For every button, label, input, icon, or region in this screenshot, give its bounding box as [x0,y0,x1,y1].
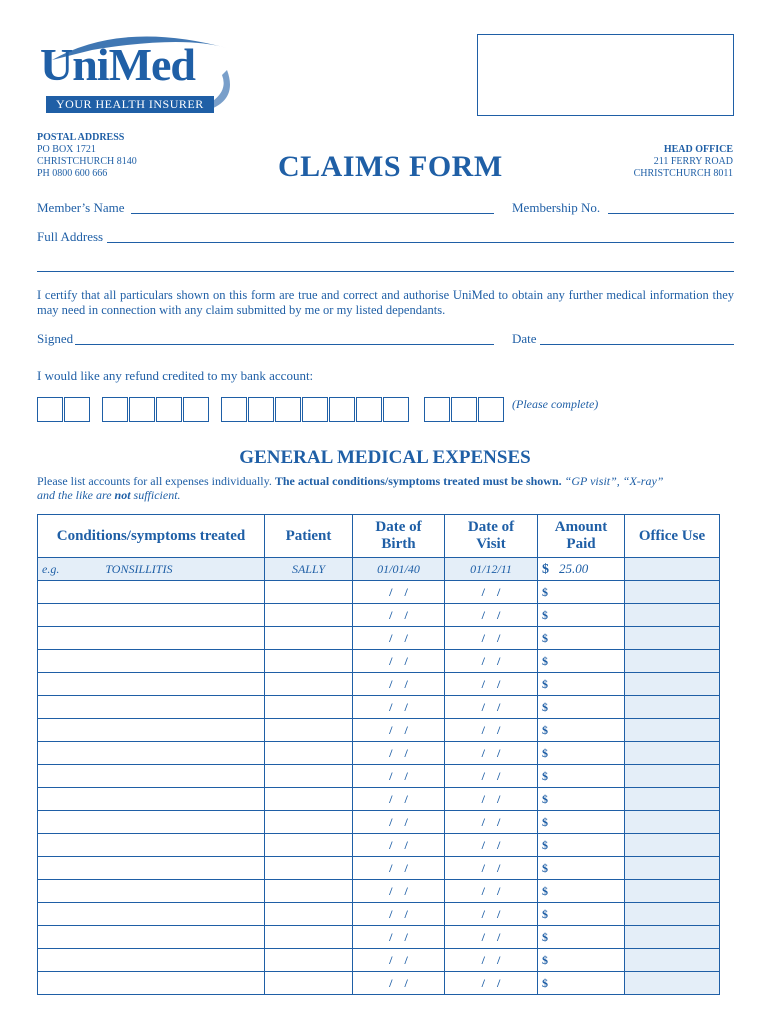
dob-cell[interactable]: / / [353,880,445,903]
head-office-address [634,144,733,180]
dob-cell[interactable]: / / [353,719,445,742]
amount-cell[interactable]: $ [538,834,625,857]
dob-cell[interactable]: / / [353,742,445,765]
postal-line: PH 0800 600 666 [37,168,108,179]
membership-no-field[interactable] [608,213,734,214]
office-use-box [477,34,734,116]
condition-cell[interactable] [38,903,265,926]
amount-cell[interactable]: $ [538,880,625,903]
bank-digit-box[interactable] [248,397,274,422]
instructions-part: sufficient. [133,488,181,502]
full-address-field[interactable] [107,242,734,243]
amount-cell[interactable]: $ [538,627,625,650]
patient-cell[interactable] [265,926,353,949]
col-header-office-use: Office Use [625,515,720,558]
condition-cell[interactable] [38,811,265,834]
bank-digit-box[interactable] [424,397,450,422]
dob-header-line: Birth [381,536,416,552]
office-use-cell [625,673,720,696]
table-row [38,627,720,650]
instructions-not: not [114,488,131,502]
amount-cell[interactable]: $ [538,903,625,926]
dov-header-line: Date of [467,519,515,535]
dov-cell[interactable]: / / [445,765,538,788]
table-row [38,972,720,995]
office-use-cell [625,650,720,673]
amount-cell[interactable]: $ [538,650,625,673]
table-row [38,673,720,696]
postal-line: PO BOX 1721 [37,144,96,155]
amount-header-line: Amount [554,519,608,535]
example-amount-cell [538,558,625,581]
bank-digit-box[interactable] [129,397,155,422]
dov-cell[interactable]: / / [445,696,538,719]
postal-line: CHRISTCHURCH 8140 [37,156,137,167]
patient-cell[interactable] [265,581,353,604]
dov-cell[interactable]: / / [445,719,538,742]
office-use-cell [625,811,720,834]
bank-digit-box[interactable] [478,397,504,422]
patient-cell[interactable] [265,719,353,742]
amount-cell[interactable]: $ [538,788,625,811]
dov-cell[interactable]: / / [445,926,538,949]
office-use-cell [625,742,720,765]
col-header-conditions: Conditions/symptoms treated [38,515,265,558]
amount-cell[interactable]: $ [538,949,625,972]
full-address-label: Full Address [37,229,104,244]
office-use-cell [625,926,720,949]
office-use-cell [625,719,720,742]
amount-cell[interactable]: $ [538,811,625,834]
office-use-cell [625,581,720,604]
logo-wordmark: UniMed [40,39,195,90]
col-header-amount [538,515,625,558]
condition-cell[interactable] [38,719,265,742]
table-row [38,604,720,627]
dov-cell[interactable]: / / [445,673,538,696]
dov-cell[interactable]: / / [445,581,538,604]
example-amount: 25.00 [559,560,589,576]
dob-cell[interactable]: / / [353,834,445,857]
dov-cell[interactable]: / / [445,903,538,926]
amount-cell[interactable]: $ [538,972,625,995]
postal-heading: POSTAL ADDRESS [37,132,125,143]
dob-header-line: Date of [375,519,422,535]
example-row [38,558,720,581]
table-row [38,949,720,972]
patient-cell[interactable] [265,627,353,650]
table-row [38,857,720,880]
patient-cell[interactable] [265,604,353,627]
expenses-table [37,514,720,995]
date-field[interactable] [540,344,734,345]
table-row [38,765,720,788]
dov-cell[interactable]: / / [445,972,538,995]
bank-digit-box[interactable] [302,397,328,422]
dov-header-line: Visit [476,536,506,552]
amount-cell[interactable]: $ [538,696,625,719]
dob-cell[interactable]: / / [353,650,445,673]
dov-cell[interactable]: / / [445,742,538,765]
dov-cell[interactable]: / / [445,627,538,650]
instructions-part: Please list accounts for all expenses individually. [37,474,272,488]
head-office-heading: HEAD OFFICE [663,144,733,155]
example-dob: 01/01/40 [353,558,445,581]
table-row [38,581,720,604]
head-office-line: 211 FERRY ROAD [653,156,733,167]
dov-cell[interactable]: / / [445,857,538,880]
date-label: Date [512,331,537,346]
table-row [38,811,720,834]
dob-cell[interactable]: / / [353,926,445,949]
patient-cell[interactable] [265,673,353,696]
instructions-emphasis: The actual conditions/symptoms treated must be shown. [274,474,562,488]
instructions-example: “GP visit”, “X-ray” [564,474,664,488]
table-header-row [38,515,720,558]
head-office-line: CHRISTCHURCH 8011 [633,168,733,179]
office-use-cell [625,765,720,788]
condition-cell[interactable] [38,604,265,627]
amount-cell[interactable]: $ [538,719,625,742]
certification-text: I certify that all particulars shown on this form are true and correct and authorise UniMed to obtain any further medical information they may need in connection with any claim submitted by me or my listed dependants. [37,288,734,317]
condition-cell[interactable] [38,857,265,880]
table-row [38,742,720,765]
office-use-cell [625,857,720,880]
amount-cell[interactable]: $ [538,926,625,949]
dob-cell[interactable]: / / [353,949,445,972]
dob-cell[interactable]: / / [353,696,445,719]
bank-digit-box[interactable] [37,397,63,422]
dov-cell[interactable]: / / [445,650,538,673]
condition-cell[interactable] [38,926,265,949]
full-address-field-line2[interactable] [37,271,734,272]
office-use-cell [625,604,720,627]
office-use-cell [625,834,720,857]
patient-cell[interactable] [265,949,353,972]
office-use-cell [625,788,720,811]
table-row [38,719,720,742]
example-condition: TONSILLITIS [105,561,173,576]
office-use-cell [625,696,720,719]
dov-cell[interactable]: / / [445,880,538,903]
condition-cell[interactable] [38,788,265,811]
patient-cell[interactable] [265,903,353,926]
office-use-cell [625,972,720,995]
condition-cell[interactable] [38,949,265,972]
patient-cell[interactable] [265,811,353,834]
postal-address [37,132,137,180]
patient-cell[interactable] [265,696,353,719]
example-currency: $ [542,561,549,577]
dov-cell[interactable]: / / [445,788,538,811]
bank-account-label: I would like any refund credited to my bank account: [37,368,314,383]
instructions-part: and the like are [37,488,112,502]
office-use-cell [625,949,720,972]
patient-cell[interactable] [265,650,353,673]
condition-cell[interactable] [38,696,265,719]
col-header-dov [445,515,538,558]
example-eg: e.g. [42,561,60,576]
amount-cell[interactable]: $ [538,673,625,696]
dob-cell[interactable]: / / [353,811,445,834]
signature-field[interactable] [75,344,494,345]
amount-cell[interactable]: $ [538,581,625,604]
patient-cell[interactable] [265,788,353,811]
dob-cell[interactable]: / / [353,972,445,995]
section-title: GENERAL MEDICAL EXPENSES [239,447,531,468]
bank-digit-box[interactable] [156,397,182,422]
bank-digit-box[interactable] [383,397,409,422]
table-row [38,880,720,903]
members-name-label: Member’s Name [37,200,125,215]
table-row [38,788,720,811]
instructions [37,474,734,502]
bank-digit-box[interactable] [275,397,301,422]
col-header-patient: Patient [265,515,353,558]
table-row [38,926,720,949]
dov-cell[interactable]: / / [445,834,538,857]
bank-digit-box[interactable] [356,397,382,422]
please-complete-note: (Please complete) [512,397,599,411]
patient-cell[interactable] [265,857,353,880]
page-title: CLAIMS FORM [278,150,503,183]
patient-cell[interactable] [265,972,353,995]
condition-cell[interactable] [38,972,265,995]
example-office-use [625,558,720,581]
amount-cell[interactable]: $ [538,604,625,627]
amount-header-line: Paid [566,536,596,552]
office-use-cell [625,627,720,650]
condition-cell[interactable] [38,880,265,903]
bank-digit-box[interactable] [329,397,355,422]
dob-cell[interactable]: / / [353,673,445,696]
bank-digit-box[interactable] [183,397,209,422]
signed-label: Signed [37,331,74,346]
condition-cell[interactable] [38,627,265,650]
logo-tagline: YOUR HEALTH INSURER [46,96,214,113]
condition-cell[interactable] [38,765,265,788]
patient-cell[interactable] [265,880,353,903]
dob-cell[interactable]: / / [353,604,445,627]
dob-cell[interactable]: / / [353,581,445,604]
patient-cell[interactable] [265,834,353,857]
condition-cell[interactable] [38,742,265,765]
office-use-cell [625,880,720,903]
bank-digit-box[interactable] [64,397,90,422]
example-dov: 01/12/11 [445,558,538,581]
amount-cell[interactable]: $ [538,765,625,788]
dob-cell[interactable]: / / [353,788,445,811]
dov-cell[interactable]: / / [445,949,538,972]
dob-cell[interactable]: / / [353,765,445,788]
membership-no-label: Membership No. [512,200,601,215]
dob-cell[interactable]: / / [353,857,445,880]
table-row [38,903,720,926]
bank-digit-box[interactable] [102,397,128,422]
patient-cell[interactable] [265,742,353,765]
amount-cell[interactable]: $ [538,742,625,765]
dov-cell[interactable]: / / [445,604,538,627]
office-use-cell [625,903,720,926]
example-patient: SALLY [265,558,353,581]
example-condition-cell [38,558,265,581]
amount-cell[interactable]: $ [538,857,625,880]
table-row [38,834,720,857]
bank-digit-box[interactable] [451,397,477,422]
table-row [38,696,720,719]
patient-cell[interactable] [265,765,353,788]
col-header-dob [353,515,445,558]
table-row [38,650,720,673]
dob-cell[interactable]: / / [353,903,445,926]
condition-cell[interactable] [38,673,265,696]
dob-cell[interactable]: / / [353,627,445,650]
members-name-field[interactable] [131,213,494,214]
condition-cell[interactable] [38,834,265,857]
dov-cell[interactable]: / / [445,811,538,834]
unimed-logo [32,30,242,112]
condition-cell[interactable] [38,581,265,604]
bank-digit-box[interactable] [221,397,247,422]
condition-cell[interactable] [38,650,265,673]
